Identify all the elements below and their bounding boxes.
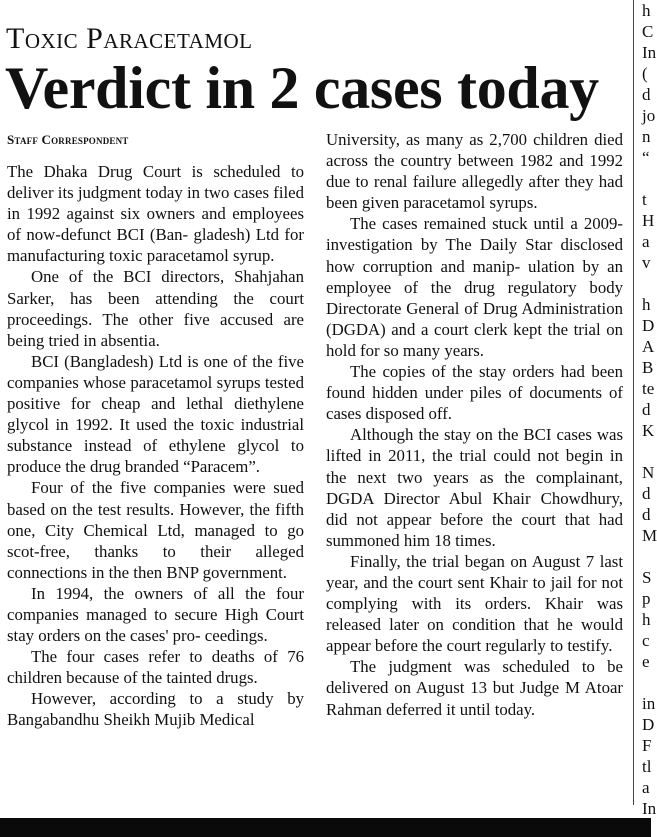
fragment-line: In <box>642 799 657 818</box>
fragment-line: In <box>642 43 657 62</box>
fragment-line: p <box>642 589 651 608</box>
fragment-line: c <box>642 631 650 650</box>
fragment-line <box>642 273 654 294</box>
fragment-line: S <box>642 568 652 587</box>
fragment-line: n <box>642 127 651 146</box>
fragment-line: jo <box>642 106 656 125</box>
article-column-1 <box>7 161 304 731</box>
fragment-line: K <box>642 421 655 440</box>
paragraph: The Dhaka Drug Court is scheduled to deliver its judgment today in two cases filed in 1992 against six owners and employees of now-defunct BCI (Ban- gladesh) Ltd for manufacturing toxic paracetamol syrup. <box>7 162 304 266</box>
fragment-line: C <box>642 22 654 41</box>
fragment-line: F <box>642 736 652 755</box>
adjacent-article-fragment <box>642 0 657 819</box>
fragment-line: d <box>642 400 651 419</box>
fragment-line: tl <box>642 757 652 776</box>
fragment-line: h <box>642 610 651 629</box>
fragment-line: B <box>642 358 654 377</box>
paragraph: University, as many as 2,700 children died across the country between 1982 and 1992 due to renal failure allegedly after they had been given paracetamol syrups. <box>326 130 623 213</box>
fragment-line: D <box>642 715 655 734</box>
paragraph: Although the stay on the BCI cases was lifted in 2011, the trial could not begin in the next two years as the complainant, DGDA Director Abul Khair Chowdhury, did not appear before the court that had summoned him 18 times. <box>326 425 623 550</box>
column-rule <box>633 0 634 805</box>
fragment-line: d <box>642 85 651 104</box>
fragment-line: h <box>642 1 651 20</box>
paragraph: The copies of the stay orders had been found hidden under piles of documents of cases disposed off. <box>326 362 623 424</box>
fragment-line: v <box>642 253 651 272</box>
kicker: Toxic Paracetamol <box>6 22 253 55</box>
fragment-line: “ <box>642 148 650 167</box>
fragment-line: e <box>642 652 650 671</box>
byline: Staff Correspondent <box>7 132 129 147</box>
fragment-line: N <box>642 463 655 482</box>
paragraph: Four of the five companies were sued based on the test results. However, the fifth one, City Chemical Ltd, managed to go scot-free, thanks to their alleged connections in the then BNP government. <box>7 478 304 582</box>
paragraph: One of the BCI directors, Shahjahan Sarker, has been attending the court proceedings. The other five accused are being tried in absentia. <box>7 267 304 350</box>
fragment-line: D <box>642 316 655 335</box>
paragraph: Finally, the trial began on August 7 last year, and the court sent Khair to jail for not complying with its orders. Khair was released later on condition that he would appear before the court regularly to testify. <box>326 551 623 656</box>
paragraph: The judgment was scheduled to be delivered on August 13 but Judge M Atoar Rahman deferred it until today. <box>326 657 623 719</box>
paragraph: BCI (Bangladesh) Ltd is one of the five companies whose paracetamol syrups tested positive for cheap and lethal diethylene glycol in 1992. It used the toxic industrial substance instead of ethylene glycol to produce the drug branded “Paracem”. <box>7 351 304 477</box>
fragment-line: a <box>642 778 650 797</box>
headline: Verdict in 2 cases today <box>5 55 599 121</box>
fragment-line <box>642 672 654 693</box>
fragment-line <box>642 168 654 189</box>
paragraph: In 1994, the owners of all the four companies managed to secure High Court stay orders on the cases' pro- ceedings. <box>7 583 304 646</box>
paragraph: The cases remained stuck until a 2009-investigation by The Daily Star disclosed how corruption and manip- ulation by an employee of the drug regulatory body Directorate General of Drug Administration (DGDA) and a court clerk kept the trial on hold for so many years. <box>326 214 623 360</box>
fragment-line: h <box>642 295 651 314</box>
fragment-line: t <box>642 190 647 209</box>
fragment-line: in <box>642 694 656 713</box>
fragment-line <box>642 441 654 462</box>
fragment-line: d <box>642 484 651 503</box>
paragraph: The four cases refer to deaths of 76 children because of the tainted drugs. <box>7 647 304 688</box>
article-column-2 <box>326 129 623 720</box>
paragraph: However, according to a study by Bangabandhu Sheikh Mujib Medical <box>7 689 304 730</box>
fragment-line: d <box>642 505 651 524</box>
fragment-line: M <box>642 526 657 545</box>
fragment-line <box>642 546 654 567</box>
fragment-line: a <box>642 232 650 251</box>
fragment-line: A <box>642 337 655 356</box>
scan-bottom-border <box>0 818 651 837</box>
fragment-line: H <box>642 211 655 230</box>
fragment-line: ( <box>642 64 648 83</box>
fragment-line: te <box>642 379 655 398</box>
